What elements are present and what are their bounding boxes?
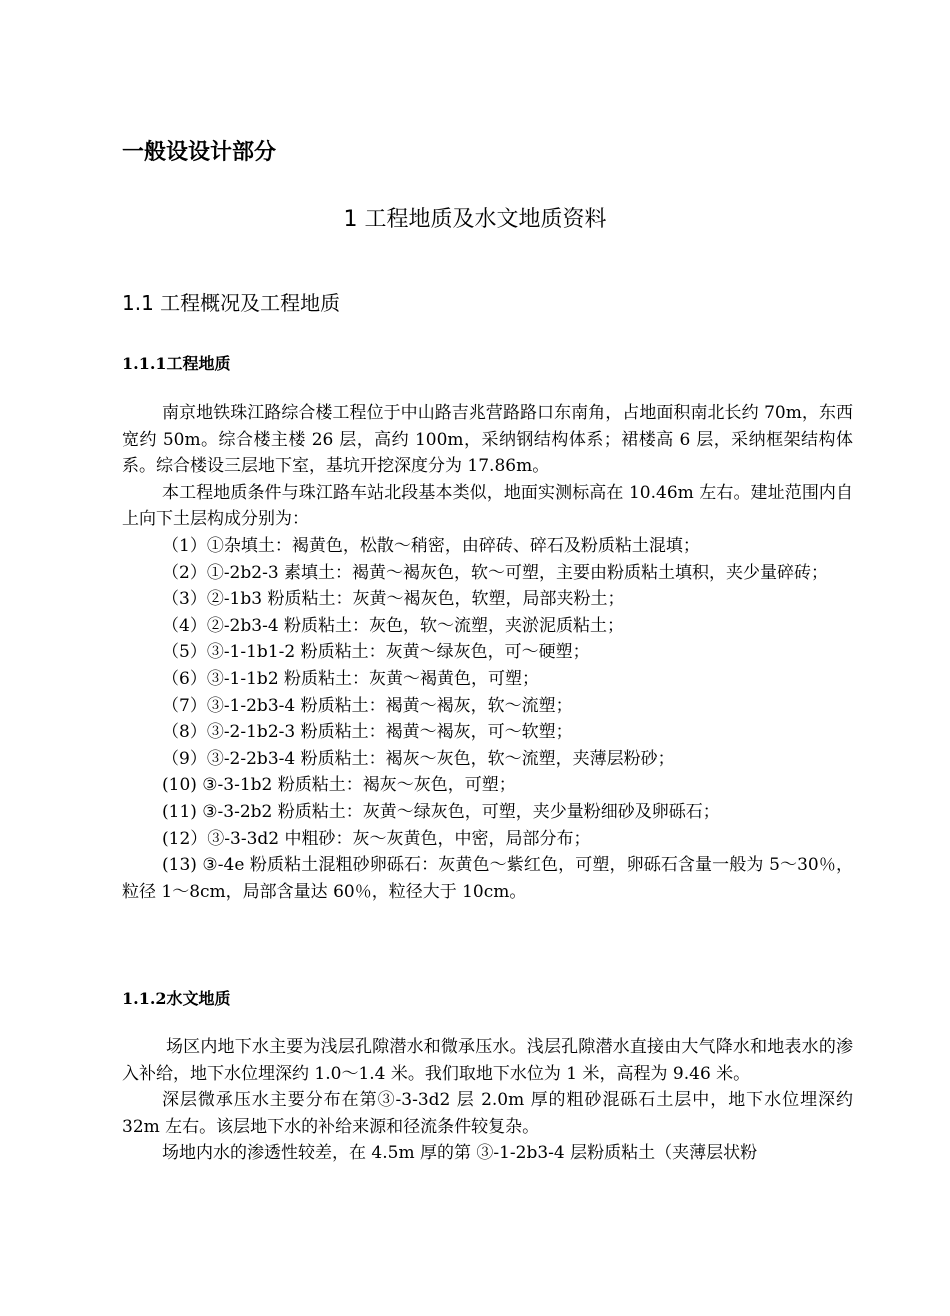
- part-title: 一般设设计部分: [122, 140, 277, 165]
- soil-layer-item: （1）①杂填土：褐黄色，松散～稍密，由碎砖、碎石及粉质粘土混填；: [162, 535, 700, 556]
- section-title: 1.1 工程概况及工程地质: [122, 291, 341, 315]
- soil-layer-item: （6）③-1-1b2 粉质粘土：灰黄～褐黄色，可塑；: [162, 668, 540, 689]
- paragraph: 场地内水的渗透性较差，在 4.5m 厚的第 ③-1-2b3-4 层粉质粘土（夹薄层状粉: [162, 1143, 758, 1164]
- soil-layer-item: （4）②-2b3-4 粉质粘土：灰色，软～流塑，夹淤泥质粘土；: [162, 615, 625, 636]
- soil-layer-item: （8）③-2-1b2-3 粉质粘土：褐黄～褐灰，可～软塑；: [162, 722, 573, 743]
- soil-layer-item: （9）③-2-2b3-4 粉质粘土：褐灰～灰色，软～流塑，夹薄层粉砂；: [162, 748, 675, 769]
- soil-layer-item: (10) ③-3-1b2 粉质粘土：褐灰～灰色，可塑；: [162, 775, 516, 796]
- chapter-title: 1 工程地质及水文地质资料: [343, 207, 607, 232]
- subsection-title-engineering-geology: 1.1.1工程地质: [122, 354, 231, 373]
- paragraph: 本工程地质条件与珠江路车站北段基本类似，地面实测标高在 10.46m 左右。建址范围内自上向下土层构成分别为：: [122, 482, 853, 530]
- engineering-geology-body: [122, 400, 853, 905]
- paragraph: 南京地铁珠江路综合楼工程位于中山路吉兆营路路口东南角，占地面积南北长约 70m，东西宽约 50m。综合楼主楼 26 层，高约 100m，采纳钢结构体系；裙楼高 6 层，采纳框架结构体系。综合楼设三层地下室，基坑开挖深度分为 17.86m。: [122, 403, 853, 477]
- soil-layer-item: （5）③-1-1b1-2 粉质粘土：灰黄～绿灰色，可～硬塑；: [162, 642, 590, 663]
- soil-layer-item: （7）③-1-2b3-4 粉质粘土：褐黄～褐灰，软～流塑；: [162, 695, 573, 716]
- soil-layer-item: （2）①-2b2-3 素填土：褐黄～褐灰色，软～可塑，主要由粉质粘土填积，夹少量碎砖；: [162, 562, 829, 583]
- subsection-title-hydrogeology: 1.1.2水文地质: [122, 989, 231, 1008]
- paragraph: 场区内地下水主要为浅层孔隙潜水和微承压水。浅层孔隙潜水直接由大气降水和地表水的渗入补给，地下水位埋深约 1.0～1.4 米。我们取地下水位为 1 米，高程为 9.46 米。: [122, 1037, 853, 1084]
- hydrogeology-body: [122, 1034, 853, 1167]
- soil-layer-item: （3）②-1b3 粉质粘土：灰黄～褐灰色，软塑，局部夹粉土；: [162, 589, 625, 610]
- soil-layer-item: (13) ③-4e 粉质粘土混粗砂卵砾石：灰黄色～紫红色，可塑，卵砾石含量一般为 5～30％，粒径 1～8cm，局部含量达 60％，粒径大于 10cm。: [122, 855, 853, 902]
- soil-layer-item: (12）③-3-3d2 中粗砂：灰～灰黄色，中密，局部分布；: [162, 828, 591, 849]
- paragraph: 深层微承压水主要分布在第③-3-3d2 层 2.0m 厚的粗砂混砾石土层中，地下水位埋深约 32m 左右。该层地下水的补给来源和径流条件较复杂。: [122, 1090, 853, 1137]
- soil-layer-item: (11) ③-3-2b2 粉质粘土：灰黄～绿灰色，可塑，夹少量粉细砂及卵砾石；: [162, 801, 720, 822]
